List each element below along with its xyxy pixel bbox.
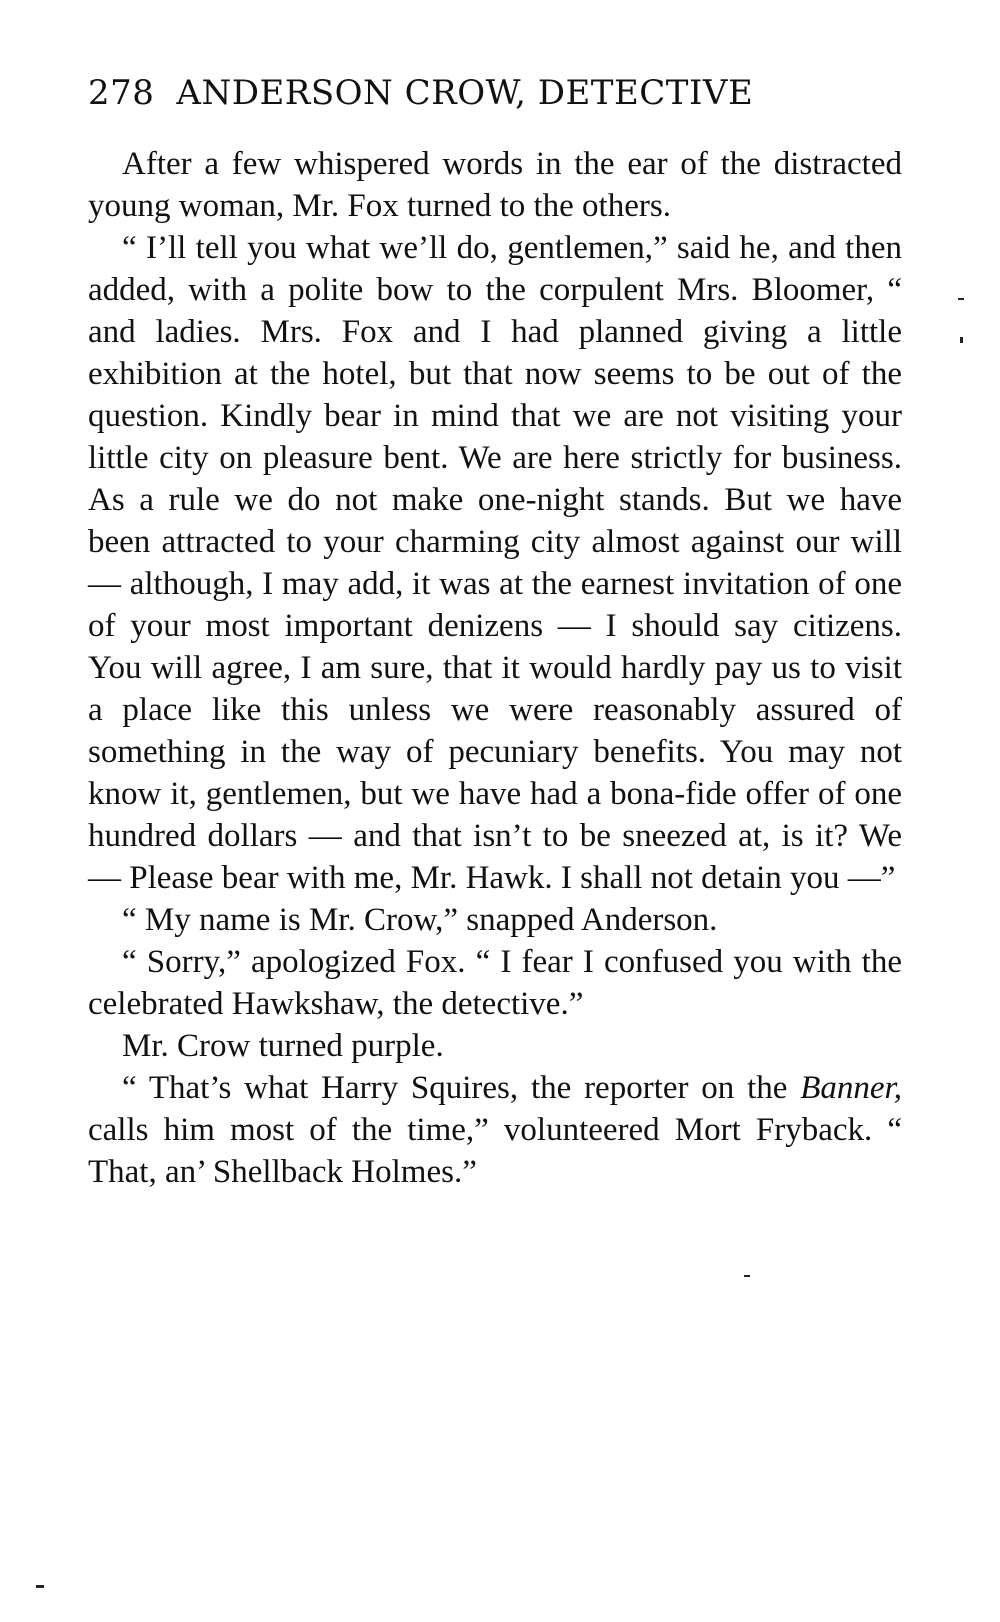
newspaper-title: Banner, bbox=[800, 1070, 902, 1106]
running-title: ANDERSON CROW, DETECTIVE bbox=[176, 73, 754, 113]
scan-speck bbox=[744, 1275, 750, 1277]
paragraph: “ Sorry,” apologized Fox. “ I fear I confused you with the celebrated Hawkshaw, the detective.” bbox=[88, 944, 902, 1022]
paragraph: “ I’ll tell you what we’ll do, gentlemen,” said he, and then added, with a polite bow to the corpulent Mrs. Bloomer, “ and ladies. Mrs. Fox and I had planned giving a little exhibition at the hotel, but that now seems to be out of the question. Kindly bear in mind that we are not visiting your little city on pleasure bent. We are here strictly for business. As a rule we do not make one-night stands. But we have been attracted to your charming city almost against our will — although, I may add, it was at the earnest invitation of one of your most important denizens — I should say citizens. You will agree, I am sure, that it would hardly pay us to visit a place like this unless we were reasonably assured of something in the way of pecuniary benefits. You may not know it, gentlemen, but we have had a bona-fide offer of one hundred dollars — and that isn’t to be sneezed at, is it? We — Please bear with me, Mr. Hawk. I shall not detain you —” bbox=[88, 230, 902, 896]
paragraph: “ My name is Mr. Crow,” snapped Anderson. bbox=[122, 902, 718, 938]
scan-speck bbox=[960, 337, 963, 343]
running-head bbox=[88, 70, 908, 116]
paragraph: After a few whispered words in the ear of the distracted young woman, Mr. Fox turned to the others. bbox=[88, 146, 902, 224]
paragraph-text: calls him most of the time,” volunteered Mort Fryback. “ That, an’ Shellback Holmes.” bbox=[88, 1112, 902, 1190]
scan-speck bbox=[958, 298, 964, 300]
scan-speck bbox=[36, 1585, 44, 1588]
paragraph: Mr. Crow turned purple. bbox=[122, 1028, 444, 1064]
page-number: 278 bbox=[88, 73, 155, 113]
paragraph-text: “ That’s what Harry Squires, the reporter on the bbox=[122, 1070, 801, 1106]
paragraph bbox=[88, 1067, 902, 1193]
body-text bbox=[88, 143, 902, 1193]
